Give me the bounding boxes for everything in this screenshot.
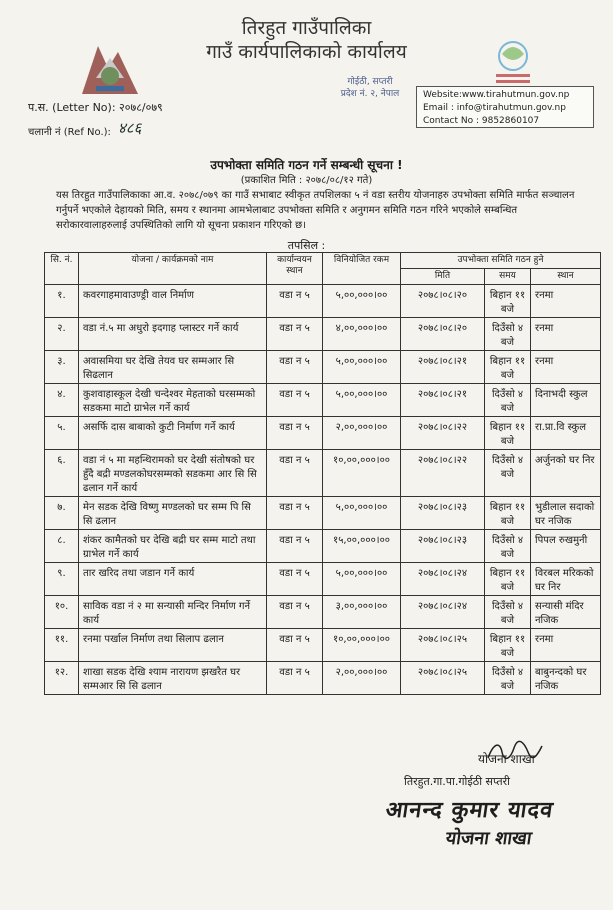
cell-amount: ५,००,०००।००	[323, 351, 401, 384]
cell-date: २०७८।०८।२४	[401, 596, 485, 629]
cell-location: वडा न ५	[267, 417, 323, 450]
cell-amount: २,००,०००।००	[323, 417, 401, 450]
cell-place: रनमा	[531, 629, 601, 662]
table-row	[45, 318, 601, 351]
cell-sn: ५.	[45, 417, 79, 450]
cell-project: शाखा सडक देखि श्याम नारायण झखरैत घर सम्मआर सि सि ढलान	[79, 662, 267, 695]
cell-sn: ४.	[45, 384, 79, 417]
cell-sn: ६.	[45, 450, 79, 497]
cell-time: बिहान ११ बजे	[485, 497, 531, 530]
cell-time: बिहान ११ बजे	[485, 351, 531, 384]
table-row	[45, 662, 601, 695]
cell-sn: १०.	[45, 596, 79, 629]
cell-project: अवासमिया घर देखि तेयव घर सम्मआर सि सिढलान	[79, 351, 267, 384]
cell-amount: ३,००,०००।००	[323, 596, 401, 629]
cell-project: तार खरिद तथा जडान गर्ने कार्य	[79, 563, 267, 596]
stamp-line: प्रदेश नं. २, नेपाल	[340, 89, 400, 99]
cell-time: दिउँसो ४ बजे	[485, 530, 531, 563]
cell-date: २०७८।०८।२२	[401, 417, 485, 450]
cell-amount: ४,००,०००।००	[323, 318, 401, 351]
cell-time: बिहान ११ बजे	[485, 563, 531, 596]
cell-project: कुशवाहास्कूल देखी चन्देश्वर मेहताको घरसम्मको सडकमा माटो ग्राभेल गर्ने कार्य	[79, 384, 267, 417]
table-row	[45, 530, 601, 563]
cell-project: साविक वडा नं २ मा सन्यासी मन्दिर निर्माण गर्ने कार्य	[79, 596, 267, 629]
email-text: Email : info@tirahutmun.gov.np	[423, 103, 566, 113]
cell-place: बाबुनन्दको घर नजिक	[531, 662, 601, 695]
cell-time: दिउँसो ४ बजे	[485, 596, 531, 629]
cell-sn: ३.	[45, 351, 79, 384]
table-row	[45, 629, 601, 662]
phone-text: Contact No : 9852860107	[423, 116, 540, 126]
cell-place: दिनाभदी स्कुल	[531, 384, 601, 417]
cell-date: २०७८।०८।२०	[401, 318, 485, 351]
table-row	[45, 417, 601, 450]
cell-location: वडा न ५	[267, 530, 323, 563]
col-header-place: स्थान	[531, 269, 601, 285]
cell-place: पिपल रुखमुनी	[531, 530, 601, 563]
cell-place: रनमा	[531, 285, 601, 318]
ref-number-handwritten: ४८६	[118, 119, 142, 137]
cell-location: वडा न ५	[267, 285, 323, 318]
org-name: तिरहुत गाउँपालिका	[241, 17, 372, 39]
cell-time: बिहान ११ बजे	[485, 285, 531, 318]
office-name: गाउँ कार्यपालिकाको कार्यालय	[206, 41, 407, 63]
website-text: Website:www.tirahutmun.gov.np	[423, 90, 570, 100]
table-row	[45, 351, 601, 384]
cell-location: वडा न ५	[267, 384, 323, 417]
cell-project: असर्फि दास बाबाको कुटी निर्माण गर्ने कार्य	[79, 417, 267, 450]
cell-project: कवरगाहमावाउण्ड्री वाल निर्माण	[79, 285, 267, 318]
signature-office: तिरहुत.गा.पा.गोईठी सप्तरी	[404, 775, 510, 788]
table-row	[45, 563, 601, 596]
cell-date: २०७८।०८।२२	[401, 450, 485, 497]
cell-location: वडा न ५	[267, 563, 323, 596]
cell-sn: २.	[45, 318, 79, 351]
signature-stamp-section: योजना शाखा	[444, 828, 534, 849]
table-row	[45, 596, 601, 629]
cell-project: मेन सडक देखि विष्णु मण्डलको घर सम्म पि सि सि ढलान	[79, 497, 267, 530]
annex-label: तपसिल :	[287, 239, 326, 252]
col-header-committee: उपभोक्ता समिति गठन हुने	[401, 253, 601, 269]
cell-place: अर्जुनको घर निर	[531, 450, 601, 497]
table-row	[45, 450, 601, 497]
cell-time: बिहान ११ बजे	[485, 629, 531, 662]
cell-location: वडा न ५	[267, 629, 323, 662]
cell-amount: ५,००,०००।००	[323, 384, 401, 417]
cell-sn: ८.	[45, 530, 79, 563]
table-row	[45, 384, 601, 417]
cell-sn: ७.	[45, 497, 79, 530]
col-header-sn: सि. नं.	[45, 253, 79, 285]
cell-date: २०७८।०८।२५	[401, 662, 485, 695]
cell-location: वडा न ५	[267, 662, 323, 695]
table-row	[45, 497, 601, 530]
cell-date: २०७८।०८।२०	[401, 285, 485, 318]
cell-time: दिउँसो ४ बजे	[485, 450, 531, 497]
cell-project: रनमा पर्खाल निर्माण तथा सिलाप ढलान	[79, 629, 267, 662]
cell-time: बिहान ११ बजे	[485, 417, 531, 450]
cell-location: वडा न ५	[267, 497, 323, 530]
cell-time: दिउँसो ४ बजे	[485, 662, 531, 695]
notice-subject: उपभोक्ता समिति गठन गर्ने सम्बन्धी सूचना !	[210, 158, 403, 172]
cell-sn: ९.	[45, 563, 79, 596]
cell-time: दिउँसो ४ बजे	[485, 384, 531, 417]
cell-date: २०७८।०८।२१	[401, 351, 485, 384]
cell-location: वडा न ५	[267, 450, 323, 497]
cell-date: २०७८।०८।२४	[401, 563, 485, 596]
project-table	[44, 252, 601, 695]
cell-place: भुडीलाल सदाको घर नजिक	[531, 497, 601, 530]
signature-section: योजना शाखा	[478, 752, 535, 766]
stamp-line: गोईठी, सप्तरी	[347, 77, 393, 87]
cell-project: वडा नं.५ मा अधुरो इदगाह प्लास्टर गर्ने कार्य	[79, 318, 267, 351]
cell-time: दिउँसो ४ बजे	[485, 318, 531, 351]
cell-amount: १०,००,०००।००	[323, 450, 401, 497]
published-date: (प्रकाशित मिति : २०७८/०८/१२ गते)	[240, 175, 373, 186]
cell-amount: १५,००,०००।००	[323, 530, 401, 563]
cell-amount: २,००,०००।००	[323, 662, 401, 695]
cell-place: सन्यासी मंदिर नजिक	[531, 596, 601, 629]
cell-date: २०७८।०८।२५	[401, 629, 485, 662]
cell-amount: ५,००,०००।००	[323, 563, 401, 596]
cell-sn: १२.	[45, 662, 79, 695]
ref-number-label: चलानी नं (Ref No.):	[28, 127, 111, 138]
cell-date: २०७८।०८।२१	[401, 384, 485, 417]
table-body	[45, 285, 601, 695]
cell-place: विरबल मरिकको घर निर	[531, 563, 601, 596]
contact-box	[416, 86, 594, 128]
cell-place: रनमा	[531, 351, 601, 384]
cell-amount: ५,००,०००।००	[323, 285, 401, 318]
cell-date: २०७८।०८।२३	[401, 497, 485, 530]
col-header-amount: विनियोजित रकम	[323, 253, 401, 285]
cell-place: रनमा	[531, 318, 601, 351]
cell-place: रा.प्रा.वि स्कुल	[531, 417, 601, 450]
col-header-project: योजना / कार्यक्रमको नाम	[79, 253, 267, 285]
cell-project: वडा नं ५ मा महन्थिरामको घर देखी संतोषको घर हुँदै बद्री मण्डलकोघरसम्मको सडकमा आर सि सि ढलान गर्ने कार्य	[79, 450, 267, 497]
cell-location: वडा न ५	[267, 351, 323, 384]
letter-number: प.स. (Letter No): २०७८/०७९	[28, 101, 163, 114]
cell-sn: १.	[45, 285, 79, 318]
cell-location: वडा न ५	[267, 318, 323, 351]
signature-stamp-name: आनन्द कुमार यादव	[384, 798, 556, 823]
cell-amount: १०,००,०००।००	[323, 629, 401, 662]
cell-sn: ११.	[45, 629, 79, 662]
cell-amount: ५,००,०००।००	[323, 497, 401, 530]
col-header-time: समय	[485, 269, 531, 285]
notice-intro: यस तिरहुत गाउँपालिकाका आ.व. २०७८/०७९ का गाउँ सभाबाट स्वीकृत तपशिलका ५ नं वडा स्तरीय योजनाहरु उपभोक्ता समिति मार्फत सञ्चालन गर्नुपर्ने भएकोले देहायको मिति, समय र स्थानमा आमभेलाबाट उपभोक्ता समिति र अनुगमन समिति गठन गरिने भएकोले सम्बन्धित सरोकारवालाहरुलाई उपस्थितिको लागि यो सूचना प्रकाशन गरिएको छ।	[56, 190, 575, 231]
cell-date: २०७८।०८।२३	[401, 530, 485, 563]
cell-project: शंकर कामैतको घर देखि बद्री घर सम्म माटो तथा ग्राभेल गर्ने कार्य	[79, 530, 267, 563]
cell-location: वडा न ५	[267, 596, 323, 629]
col-header-date: मिति	[401, 269, 485, 285]
col-header-location: कार्यान्वयन स्थान	[267, 253, 323, 285]
table-row	[45, 285, 601, 318]
